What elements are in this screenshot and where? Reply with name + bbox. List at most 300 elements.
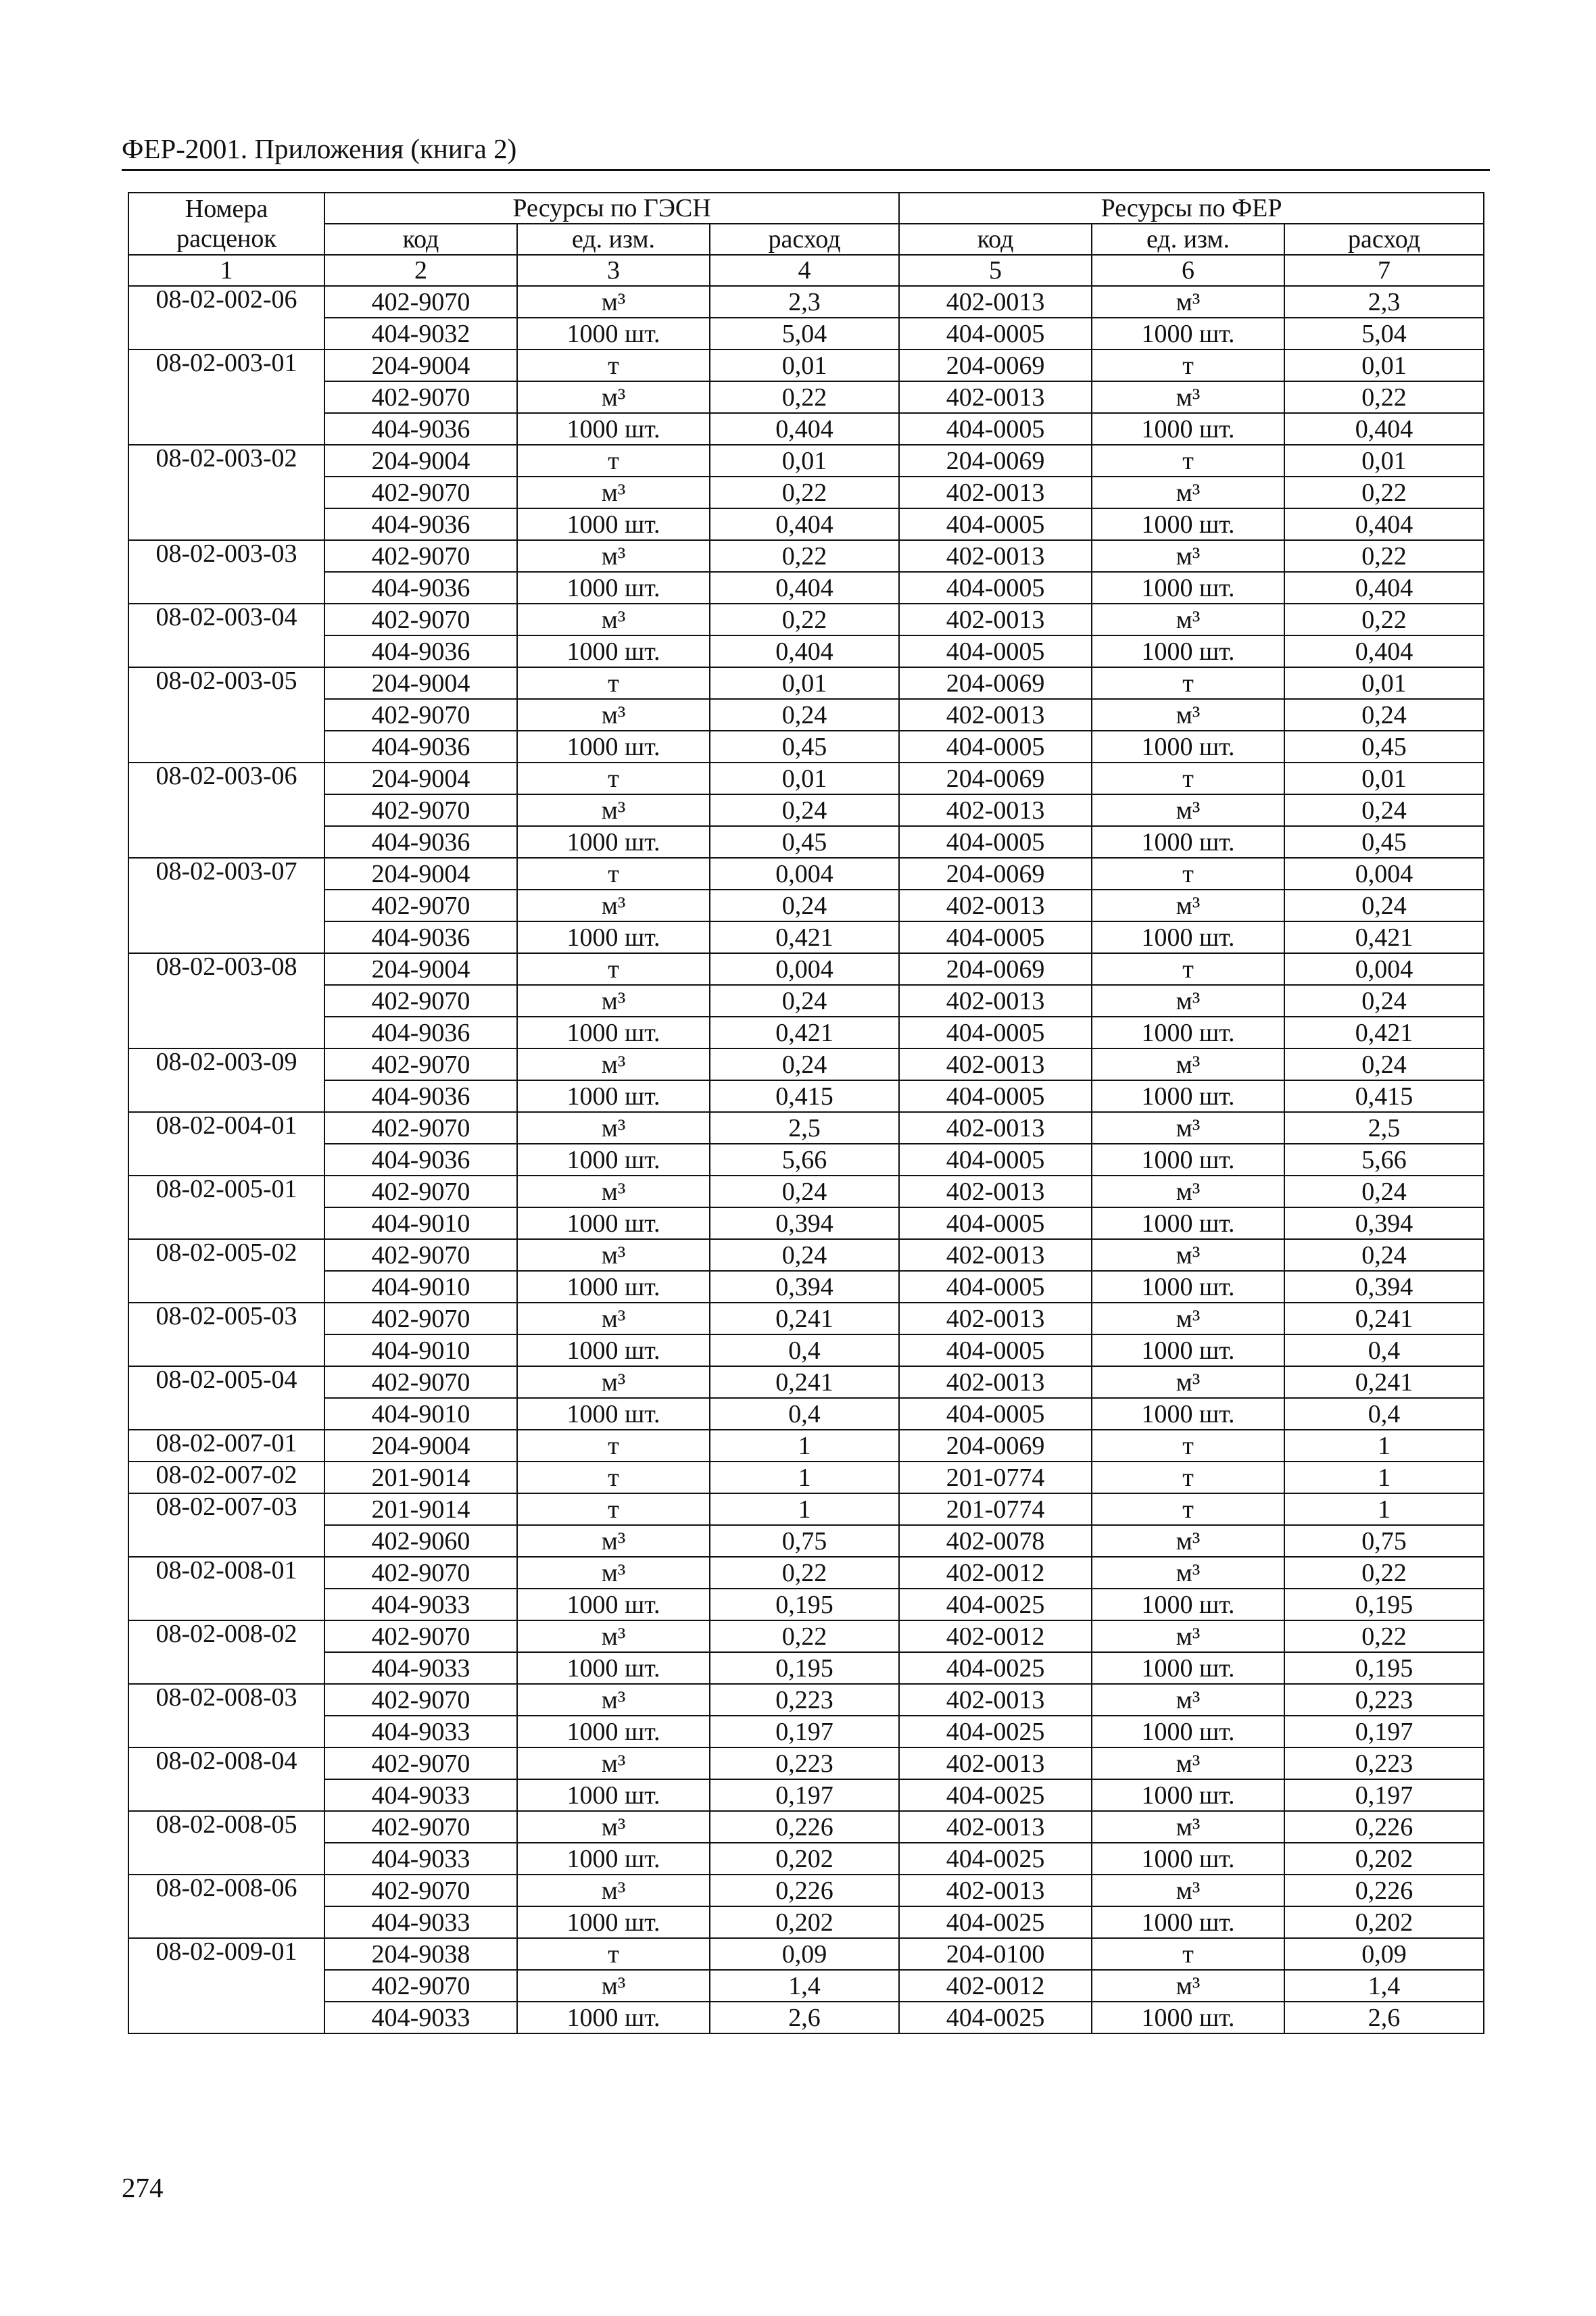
gesn-amount: 0,75 (710, 1525, 899, 1557)
gesn-unit: 1000 шт. (517, 1271, 710, 1303)
gesn-unit: 1000 шт. (517, 1017, 710, 1048)
fer-unit: м³ (1092, 540, 1284, 572)
rate-number: 08-02-008-03 (128, 1684, 324, 1747)
col-number: 2 (324, 255, 517, 286)
gesn-code: 404-9036 (324, 413, 517, 445)
gesn-amount: 1 (710, 1462, 899, 1493)
fer-code: 404-0025 (899, 1716, 1092, 1747)
sub-header-unit-gesn: ед. изм. (517, 224, 710, 255)
fer-amount: 0,394 (1284, 1207, 1484, 1239)
table-row (128, 1080, 1484, 1112)
gesn-amount: 0,223 (710, 1747, 899, 1779)
table-row (128, 1017, 1484, 1048)
resources-table (128, 192, 1484, 2034)
page-header: ФЕР-2001. Приложения (книга 2) (122, 133, 517, 164)
gesn-amount: 0,4 (710, 1334, 899, 1366)
table-row (128, 286, 1484, 318)
fer-unit: м³ (1092, 1176, 1284, 1207)
gesn-amount: 0,404 (710, 635, 899, 667)
gesn-unit: 1000 шт. (517, 1652, 710, 1684)
group-header-gesn: Ресурсы по ГЭСН (324, 193, 899, 224)
fer-amount: 0,404 (1284, 413, 1484, 445)
table-row (128, 2002, 1484, 2033)
fer-code: 402-0013 (899, 1875, 1092, 1906)
gesn-unit: м³ (517, 985, 710, 1017)
gesn-unit: м³ (517, 1525, 710, 1557)
gesn-amount: 0,22 (710, 604, 899, 635)
fer-amount: 0,195 (1284, 1589, 1484, 1620)
fer-code: 402-0012 (899, 1970, 1092, 2002)
gesn-code: 204-9004 (324, 763, 517, 794)
gesn-code: 204-9004 (324, 445, 517, 477)
table-row (128, 953, 1484, 985)
table-row (128, 1176, 1484, 1207)
sub-header-code-fer: код (899, 224, 1092, 255)
fer-amount: 0,24 (1284, 699, 1484, 731)
gesn-code: 402-9060 (324, 1525, 517, 1557)
table-row (128, 1938, 1484, 1970)
gesn-code: 404-9033 (324, 1716, 517, 1747)
gesn-amount: 2,3 (710, 286, 899, 318)
gesn-code: 404-9036 (324, 572, 517, 604)
gesn-code: 402-9070 (324, 1620, 517, 1652)
fer-amount: 0,24 (1284, 985, 1484, 1017)
fer-code: 402-0012 (899, 1620, 1092, 1652)
fer-unit: м³ (1092, 1557, 1284, 1589)
gesn-code: 402-9070 (324, 1970, 517, 2002)
fer-amount: 1 (1284, 1462, 1484, 1493)
fer-amount: 0,01 (1284, 667, 1484, 699)
gesn-code: 404-9036 (324, 1144, 517, 1176)
gesn-unit: м³ (517, 1970, 710, 2002)
gesn-amount: 0,004 (710, 953, 899, 985)
gesn-code: 404-9036 (324, 731, 517, 763)
table-row (128, 381, 1484, 413)
rate-number: 08-02-003-03 (128, 540, 324, 604)
table-row (128, 1207, 1484, 1239)
gesn-amount: 0,4 (710, 1398, 899, 1430)
fer-unit: м³ (1092, 1747, 1284, 1779)
fer-code: 404-0005 (899, 826, 1092, 858)
gesn-code: 204-9004 (324, 349, 517, 381)
gesn-code: 404-9036 (324, 1080, 517, 1112)
rate-number: 08-02-008-05 (128, 1811, 324, 1875)
gesn-unit: т (517, 953, 710, 985)
fer-code: 402-0012 (899, 1557, 1092, 1589)
gesn-amount: 0,01 (710, 445, 899, 477)
table-row (128, 731, 1484, 763)
gesn-code: 204-9004 (324, 1430, 517, 1462)
gesn-code: 402-9070 (324, 890, 517, 921)
fer-unit: м³ (1092, 1112, 1284, 1144)
gesn-amount: 0,24 (710, 1239, 899, 1271)
rate-number: 08-02-003-01 (128, 349, 324, 445)
gesn-amount: 0,22 (710, 540, 899, 572)
fer-code: 402-0013 (899, 1239, 1092, 1271)
fer-unit: 1000 шт. (1092, 508, 1284, 540)
rate-number: 08-02-008-04 (128, 1747, 324, 1811)
fer-amount: 0,09 (1284, 1938, 1484, 1970)
fer-unit: м³ (1092, 794, 1284, 826)
rate-number: 08-02-007-01 (128, 1430, 324, 1462)
gesn-unit: м³ (517, 1557, 710, 1589)
table-row (128, 508, 1484, 540)
table-row (128, 413, 1484, 445)
sub-header-unit-fer: ед. изм. (1092, 224, 1284, 255)
gesn-unit: 1000 шт. (517, 1144, 710, 1176)
table-row (128, 1144, 1484, 1176)
fer-unit: м³ (1092, 1366, 1284, 1398)
table-row (128, 858, 1484, 890)
fer-unit: м³ (1092, 699, 1284, 731)
fer-amount: 0,404 (1284, 635, 1484, 667)
fer-code: 402-0013 (899, 1112, 1092, 1144)
gesn-unit: м³ (517, 1176, 710, 1207)
rate-number: 08-02-007-03 (128, 1493, 324, 1557)
gesn-amount: 0,421 (710, 1017, 899, 1048)
gesn-unit: 1000 шт. (517, 508, 710, 540)
gesn-code: 404-9033 (324, 1843, 517, 1875)
gesn-code: 201-9014 (324, 1462, 517, 1493)
rate-number: 08-02-005-02 (128, 1239, 324, 1303)
gesn-code: 402-9070 (324, 985, 517, 1017)
table-row (128, 1716, 1484, 1747)
gesn-unit: м³ (517, 604, 710, 635)
fer-unit: 1000 шт. (1092, 1398, 1284, 1430)
fer-amount: 0,004 (1284, 858, 1484, 890)
gesn-amount: 0,394 (710, 1271, 899, 1303)
fer-amount: 0,22 (1284, 604, 1484, 635)
fer-unit: 1000 шт. (1092, 318, 1284, 349)
gesn-unit: т (517, 445, 710, 477)
rate-number: 08-02-005-03 (128, 1303, 324, 1366)
gesn-unit: м³ (517, 1112, 710, 1144)
gesn-code: 404-9033 (324, 2002, 517, 2033)
gesn-unit: м³ (517, 1366, 710, 1398)
gesn-code: 404-9033 (324, 1589, 517, 1620)
fer-code: 404-0005 (899, 1271, 1092, 1303)
fer-amount: 0,404 (1284, 572, 1484, 604)
fer-code: 201-0774 (899, 1493, 1092, 1525)
gesn-code: 404-9036 (324, 508, 517, 540)
fer-unit: 1000 шт. (1092, 1589, 1284, 1620)
table-row (128, 1334, 1484, 1366)
fer-unit: 1000 шт. (1092, 413, 1284, 445)
fer-unit: м³ (1092, 1303, 1284, 1334)
table-row (128, 1906, 1484, 1938)
fer-unit: 1000 шт. (1092, 1906, 1284, 1938)
gesn-code: 402-9070 (324, 381, 517, 413)
gesn-code: 201-9014 (324, 1493, 517, 1525)
gesn-amount: 0,415 (710, 1080, 899, 1112)
fer-code: 204-0069 (899, 763, 1092, 794)
fer-amount: 0,241 (1284, 1303, 1484, 1334)
col-number: 4 (710, 255, 899, 286)
gesn-unit: м³ (517, 699, 710, 731)
gesn-amount: 0,22 (710, 1557, 899, 1589)
gesn-amount: 0,45 (710, 826, 899, 858)
rate-number: 08-02-003-07 (128, 858, 324, 953)
table-row (128, 1398, 1484, 1430)
gesn-unit: т (517, 1462, 710, 1493)
rate-number: 08-02-004-01 (128, 1112, 324, 1176)
gesn-amount: 2,6 (710, 2002, 899, 2033)
gesn-unit: 1000 шт. (517, 572, 710, 604)
fer-code: 402-0013 (899, 1811, 1092, 1843)
gesn-amount: 0,24 (710, 890, 899, 921)
table-row (128, 635, 1484, 667)
fer-code: 402-0013 (899, 540, 1092, 572)
group-header-fer: Ресурсы по ФЕР (899, 193, 1484, 224)
gesn-amount: 0,22 (710, 1620, 899, 1652)
gesn-code: 402-9070 (324, 1176, 517, 1207)
rate-number: 08-02-005-04 (128, 1366, 324, 1430)
gesn-code: 402-9070 (324, 1684, 517, 1716)
gesn-amount: 0,202 (710, 1843, 899, 1875)
gesn-amount: 1,4 (710, 1970, 899, 2002)
gesn-code: 404-9036 (324, 826, 517, 858)
sub-header-amount-fer: расход (1284, 224, 1484, 255)
fer-unit: 1000 шт. (1092, 1652, 1284, 1684)
sub-header-amount-gesn: расход (710, 224, 899, 255)
fer-amount: 0,24 (1284, 890, 1484, 921)
fer-amount: 0,197 (1284, 1779, 1484, 1811)
fer-code: 402-0013 (899, 286, 1092, 318)
gesn-amount: 0,004 (710, 858, 899, 890)
gesn-amount: 0,394 (710, 1207, 899, 1239)
gesn-code: 404-9036 (324, 921, 517, 953)
fer-code: 402-0013 (899, 1048, 1092, 1080)
gesn-amount: 0,404 (710, 572, 899, 604)
gesn-code: 402-9070 (324, 699, 517, 731)
fer-unit: т (1092, 1938, 1284, 1970)
fer-amount: 0,421 (1284, 1017, 1484, 1048)
gesn-code: 402-9070 (324, 604, 517, 635)
rate-number: 08-02-003-06 (128, 763, 324, 858)
fer-unit: 1000 шт. (1092, 921, 1284, 953)
gesn-amount: 0,24 (710, 699, 899, 731)
gesn-code: 402-9070 (324, 286, 517, 318)
fer-code: 404-0025 (899, 1906, 1092, 1938)
fer-code: 402-0013 (899, 890, 1092, 921)
fer-amount: 5,04 (1284, 318, 1484, 349)
table-row (128, 445, 1484, 477)
fer-amount: 0,394 (1284, 1271, 1484, 1303)
gesn-amount: 1 (710, 1493, 899, 1525)
gesn-code: 402-9070 (324, 1557, 517, 1589)
fer-code: 402-0013 (899, 1303, 1092, 1334)
gesn-amount: 0,45 (710, 731, 899, 763)
fer-amount: 0,22 (1284, 477, 1484, 508)
fer-unit: 1000 шт. (1092, 731, 1284, 763)
gesn-amount: 0,241 (710, 1303, 899, 1334)
fer-amount: 0,24 (1284, 794, 1484, 826)
table-row (128, 890, 1484, 921)
fer-code: 402-0013 (899, 604, 1092, 635)
fer-code: 402-0013 (899, 1366, 1092, 1398)
table-row (128, 318, 1484, 349)
gesn-code: 402-9070 (324, 477, 517, 508)
gesn-code: 402-9070 (324, 1811, 517, 1843)
rate-number: 08-02-003-04 (128, 604, 324, 667)
fer-unit: м³ (1092, 381, 1284, 413)
fer-amount: 0,4 (1284, 1398, 1484, 1430)
fer-amount: 0,24 (1284, 1176, 1484, 1207)
col-number: 6 (1092, 255, 1284, 286)
fer-amount: 0,01 (1284, 349, 1484, 381)
fer-amount: 0,24 (1284, 1048, 1484, 1080)
fer-unit: т (1092, 349, 1284, 381)
col-header-rate: Номера расценок (128, 193, 324, 255)
gesn-unit: м³ (517, 1239, 710, 1271)
gesn-unit: 1000 шт. (517, 1334, 710, 1366)
fer-amount: 0,202 (1284, 1843, 1484, 1875)
rate-number: 08-02-002-06 (128, 286, 324, 349)
fer-code: 404-0005 (899, 1398, 1092, 1430)
table-row (128, 1462, 1484, 1493)
fer-unit: 1000 шт. (1092, 2002, 1284, 2033)
gesn-amount: 0,22 (710, 477, 899, 508)
fer-amount: 2,5 (1284, 1112, 1484, 1144)
table-row (128, 572, 1484, 604)
fer-amount: 0,22 (1284, 1557, 1484, 1589)
fer-code: 404-0005 (899, 635, 1092, 667)
gesn-unit: м³ (517, 381, 710, 413)
fer-amount: 0,75 (1284, 1525, 1484, 1557)
fer-code: 404-0005 (899, 572, 1092, 604)
fer-unit: 1000 шт. (1092, 1207, 1284, 1239)
gesn-unit: м³ (517, 1684, 710, 1716)
gesn-code: 404-9033 (324, 1906, 517, 1938)
fer-amount: 0,4 (1284, 1334, 1484, 1366)
gesn-amount: 5,04 (710, 318, 899, 349)
gesn-unit: 1000 шт. (517, 635, 710, 667)
fer-amount: 0,45 (1284, 731, 1484, 763)
gesn-code: 402-9070 (324, 1048, 517, 1080)
gesn-amount: 0,197 (710, 1779, 899, 1811)
gesn-code: 402-9070 (324, 1366, 517, 1398)
table-row (128, 1875, 1484, 1906)
fer-code: 404-0025 (899, 1652, 1092, 1684)
gesn-unit: 1000 шт. (517, 1080, 710, 1112)
rate-number: 08-02-008-06 (128, 1875, 324, 1938)
fer-unit: т (1092, 1430, 1284, 1462)
table-row (128, 604, 1484, 635)
fer-code: 404-0025 (899, 1843, 1092, 1875)
gesn-amount: 0,09 (710, 1938, 899, 1970)
gesn-amount: 0,01 (710, 349, 899, 381)
gesn-amount: 0,404 (710, 413, 899, 445)
col-number: 3 (517, 255, 710, 286)
table-body (128, 286, 1484, 2033)
fer-amount: 1,4 (1284, 1970, 1484, 2002)
gesn-amount: 0,24 (710, 1048, 899, 1080)
fer-unit: т (1092, 858, 1284, 890)
gesn-code: 204-9004 (324, 858, 517, 890)
fer-unit: 1000 шт. (1092, 826, 1284, 858)
fer-amount: 0,415 (1284, 1080, 1484, 1112)
gesn-unit: м³ (517, 540, 710, 572)
fer-unit: 1000 шт. (1092, 1716, 1284, 1747)
table-row (128, 1684, 1484, 1716)
fer-unit: т (1092, 667, 1284, 699)
gesn-amount: 0,197 (710, 1716, 899, 1747)
table-row (128, 1048, 1484, 1080)
table-row (128, 826, 1484, 858)
fer-unit: м³ (1092, 890, 1284, 921)
gesn-unit: 1000 шт. (517, 1207, 710, 1239)
gesn-amount: 0,24 (710, 794, 899, 826)
gesn-code: 204-9038 (324, 1938, 517, 1970)
fer-code: 402-0013 (899, 1176, 1092, 1207)
rate-number: 08-02-003-02 (128, 445, 324, 540)
table-row (128, 1843, 1484, 1875)
fer-code: 404-0025 (899, 2002, 1092, 2033)
fer-amount: 0,226 (1284, 1875, 1484, 1906)
fer-unit: 1000 шт. (1092, 635, 1284, 667)
fer-unit: м³ (1092, 1811, 1284, 1843)
gesn-unit: 1000 шт. (517, 1779, 710, 1811)
fer-code: 402-0013 (899, 699, 1092, 731)
table-row (128, 1557, 1484, 1589)
fer-code: 402-0078 (899, 1525, 1092, 1557)
fer-unit: 1000 шт. (1092, 1843, 1284, 1875)
fer-code: 404-0005 (899, 1144, 1092, 1176)
fer-amount: 0,004 (1284, 953, 1484, 985)
fer-amount: 0,226 (1284, 1811, 1484, 1843)
fer-code: 404-0005 (899, 1334, 1092, 1366)
gesn-unit: т (517, 667, 710, 699)
gesn-unit: м³ (517, 890, 710, 921)
gesn-amount: 0,195 (710, 1652, 899, 1684)
table-row (128, 1652, 1484, 1684)
fer-code: 404-0025 (899, 1779, 1092, 1811)
gesn-code: 404-9033 (324, 1652, 517, 1684)
gesn-code: 402-9070 (324, 1112, 517, 1144)
fer-code: 404-0005 (899, 1017, 1092, 1048)
gesn-unit: м³ (517, 1875, 710, 1906)
gesn-code: 402-9070 (324, 794, 517, 826)
gesn-code: 204-9004 (324, 953, 517, 985)
fer-amount: 0,241 (1284, 1366, 1484, 1398)
rate-number: 08-02-003-08 (128, 953, 324, 1048)
fer-amount: 0,223 (1284, 1684, 1484, 1716)
gesn-unit: т (517, 1430, 710, 1462)
gesn-unit: 1000 шт. (517, 1398, 710, 1430)
gesn-amount: 0,421 (710, 921, 899, 953)
fer-amount: 0,22 (1284, 381, 1484, 413)
fer-unit: 1000 шт. (1092, 1017, 1284, 1048)
gesn-amount: 0,223 (710, 1684, 899, 1716)
gesn-unit: 1000 шт. (517, 826, 710, 858)
fer-amount: 0,01 (1284, 445, 1484, 477)
table-row (128, 1589, 1484, 1620)
fer-code: 402-0013 (899, 381, 1092, 413)
fer-code: 404-0005 (899, 413, 1092, 445)
gesn-amount: 0,404 (710, 508, 899, 540)
fer-unit: м³ (1092, 477, 1284, 508)
gesn-amount: 1 (710, 1430, 899, 1462)
fer-amount: 0,22 (1284, 1620, 1484, 1652)
table-row (128, 349, 1484, 381)
table-row (128, 1493, 1484, 1525)
rate-number: 08-02-008-01 (128, 1557, 324, 1620)
gesn-unit: 1000 шт. (517, 1906, 710, 1938)
fer-amount: 0,01 (1284, 763, 1484, 794)
gesn-amount: 0,195 (710, 1589, 899, 1620)
gesn-unit: т (517, 1938, 710, 1970)
gesn-unit: м³ (517, 286, 710, 318)
